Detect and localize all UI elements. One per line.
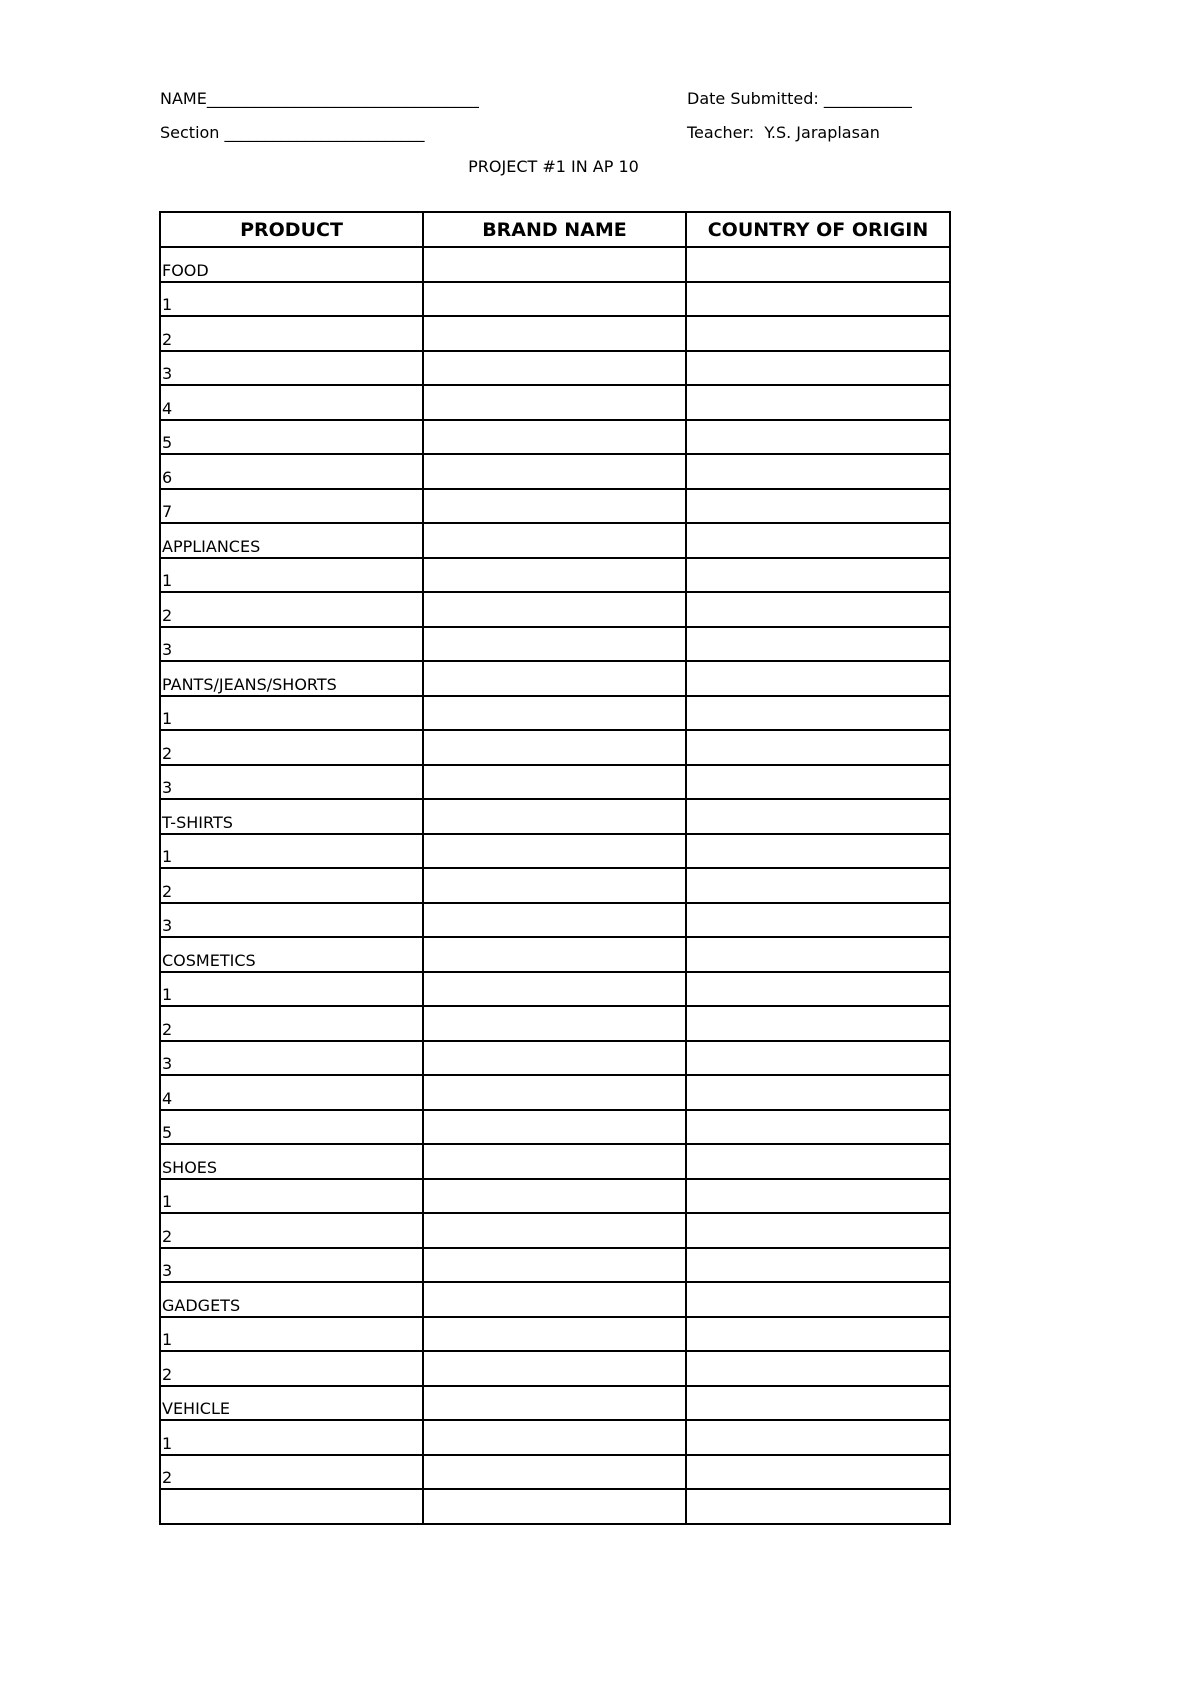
country-of-origin-cell [686, 696, 950, 731]
table-row [160, 696, 950, 731]
item-number: 1 [160, 972, 423, 1007]
country-of-origin-cell [686, 523, 950, 558]
brand-name-cell [423, 351, 686, 386]
table-row [160, 1110, 950, 1145]
table-row [160, 834, 950, 869]
category-row [160, 1386, 950, 1421]
category-label: PANTS/JEANS/SHORTS [160, 661, 423, 696]
item-number: 3 [160, 903, 423, 938]
category-label: FOOD [160, 247, 423, 282]
item-number: 3 [160, 351, 423, 386]
item-number: 3 [160, 627, 423, 662]
table-row [160, 1248, 950, 1283]
brand-name-cell [423, 1351, 686, 1386]
country-of-origin-cell [686, 420, 950, 455]
country-of-origin-cell [686, 1317, 950, 1352]
country-of-origin-cell [686, 1282, 950, 1317]
country-of-origin-cell [686, 282, 950, 317]
table-row [160, 1075, 950, 1110]
country-of-origin-cell [686, 558, 950, 593]
item-number: 1 [160, 834, 423, 869]
country-of-origin-cell [686, 903, 950, 938]
brand-name-cell [423, 799, 686, 834]
item-number: 3 [160, 765, 423, 800]
country-of-origin-cell [686, 1041, 950, 1076]
item-number: 1 [160, 1420, 423, 1455]
country-of-origin-cell [686, 868, 950, 903]
item-number: 3 [160, 1041, 423, 1076]
brand-name-cell [423, 1179, 686, 1214]
country-of-origin-cell [686, 730, 950, 765]
country-of-origin-cell [686, 592, 950, 627]
country-of-origin-cell [686, 972, 950, 1007]
table-row [160, 592, 950, 627]
category-label: VEHICLE [160, 1386, 423, 1421]
category-label: GADGETS [160, 1282, 423, 1317]
country-of-origin-cell [686, 765, 950, 800]
item-number: 1 [160, 1317, 423, 1352]
column-header-product: PRODUCT [160, 212, 423, 247]
country-of-origin-cell [686, 1248, 950, 1283]
brand-name-cell [423, 937, 686, 972]
project-title: PROJECT #1 IN AP 10 [468, 157, 639, 176]
country-of-origin-cell [686, 834, 950, 869]
brand-name-cell [423, 765, 686, 800]
country-of-origin-cell [686, 937, 950, 972]
item-number: 1 [160, 696, 423, 731]
table-row [160, 1213, 950, 1248]
category-label: SHOES [160, 1144, 423, 1179]
brand-name-cell [423, 1144, 686, 1179]
category-row [160, 247, 950, 282]
item-number: 1 [160, 558, 423, 593]
table-row [160, 868, 950, 903]
column-header-brand-name: BRAND NAME [423, 212, 686, 247]
item-number: 2 [160, 316, 423, 351]
brand-name-cell [423, 1489, 686, 1524]
item-number: 2 [160, 1351, 423, 1386]
country-of-origin-cell [686, 627, 950, 662]
table-row [160, 1006, 950, 1041]
item-number: 3 [160, 1248, 423, 1283]
table-row [160, 454, 950, 489]
brand-name-cell [423, 454, 686, 489]
table-row [160, 1179, 950, 1214]
category-row [160, 1282, 950, 1317]
country-of-origin-cell [686, 1006, 950, 1041]
category-row [160, 1144, 950, 1179]
brand-name-cell [423, 627, 686, 662]
country-of-origin-cell [686, 489, 950, 524]
table-row [160, 1351, 950, 1386]
table-row [160, 1041, 950, 1076]
brand-name-cell [423, 1248, 686, 1283]
table-row [160, 558, 950, 593]
brand-name-cell [423, 558, 686, 593]
category-row [160, 937, 950, 972]
table-row [160, 972, 950, 1007]
column-header-country-of-origin: COUNTRY OF ORIGIN [686, 212, 950, 247]
name-field-line: NAME__________________________________ [160, 89, 479, 108]
item-number: 2 [160, 868, 423, 903]
item-number: 4 [160, 1075, 423, 1110]
country-of-origin-cell [686, 1179, 950, 1214]
table-row [160, 1489, 950, 1524]
category-label: APPLIANCES [160, 523, 423, 558]
brand-name-cell [423, 1041, 686, 1076]
brand-name-cell [423, 1213, 686, 1248]
brand-name-cell [423, 282, 686, 317]
brand-name-cell [423, 730, 686, 765]
brand-name-cell [423, 1420, 686, 1455]
brand-name-cell [423, 834, 686, 869]
brand-name-cell [423, 247, 686, 282]
item-number: 7 [160, 489, 423, 524]
item-number [160, 1489, 423, 1524]
brand-name-cell [423, 1075, 686, 1110]
brand-name-cell [423, 1455, 686, 1490]
table-row [160, 765, 950, 800]
table-body [160, 247, 950, 1524]
table-row [160, 282, 950, 317]
item-number: 6 [160, 454, 423, 489]
country-of-origin-cell [686, 247, 950, 282]
category-row [160, 799, 950, 834]
table-row [160, 489, 950, 524]
country-of-origin-cell [686, 1144, 950, 1179]
country-of-origin-cell [686, 799, 950, 834]
section-field-line: Section _________________________ [160, 123, 425, 142]
project-table [159, 211, 951, 1525]
country-of-origin-cell [686, 1110, 950, 1145]
country-of-origin-cell [686, 1213, 950, 1248]
item-number: 1 [160, 282, 423, 317]
country-of-origin-cell [686, 1075, 950, 1110]
country-of-origin-cell [686, 1489, 950, 1524]
item-number: 2 [160, 1006, 423, 1041]
brand-name-cell [423, 1006, 686, 1041]
brand-name-cell [423, 903, 686, 938]
country-of-origin-cell [686, 1386, 950, 1421]
brand-name-cell [423, 385, 686, 420]
brand-name-cell [423, 972, 686, 1007]
table-row [160, 730, 950, 765]
country-of-origin-cell [686, 661, 950, 696]
item-number: 5 [160, 1110, 423, 1145]
category-label: T-SHIRTS [160, 799, 423, 834]
table-row [160, 316, 950, 351]
country-of-origin-cell [686, 351, 950, 386]
table-row [160, 385, 950, 420]
table-row [160, 1455, 950, 1490]
brand-name-cell [423, 1282, 686, 1317]
table-row [160, 627, 950, 662]
item-number: 2 [160, 1455, 423, 1490]
brand-name-cell [423, 661, 686, 696]
item-number: 2 [160, 730, 423, 765]
table-row [160, 351, 950, 386]
category-label: COSMETICS [160, 937, 423, 972]
country-of-origin-cell [686, 454, 950, 489]
brand-name-cell [423, 420, 686, 455]
table-row [160, 1317, 950, 1352]
brand-name-cell [423, 696, 686, 731]
teacher-line: Teacher: Y.S. Jaraplasan [687, 123, 880, 142]
brand-name-cell [423, 1110, 686, 1145]
date-submitted-field-line: Date Submitted: ___________ [687, 89, 912, 108]
brand-name-cell [423, 1386, 686, 1421]
brand-name-cell [423, 592, 686, 627]
country-of-origin-cell [686, 385, 950, 420]
table-header-row [160, 212, 950, 247]
brand-name-cell [423, 489, 686, 524]
category-row [160, 523, 950, 558]
table-row [160, 903, 950, 938]
item-number: 5 [160, 420, 423, 455]
country-of-origin-cell [686, 1420, 950, 1455]
brand-name-cell [423, 523, 686, 558]
item-number: 4 [160, 385, 423, 420]
category-row [160, 661, 950, 696]
country-of-origin-cell [686, 1351, 950, 1386]
item-number: 2 [160, 592, 423, 627]
table-row [160, 1420, 950, 1455]
country-of-origin-cell [686, 316, 950, 351]
brand-name-cell [423, 316, 686, 351]
table-row [160, 420, 950, 455]
item-number: 2 [160, 1213, 423, 1248]
brand-name-cell [423, 1317, 686, 1352]
item-number: 1 [160, 1179, 423, 1214]
brand-name-cell [423, 868, 686, 903]
country-of-origin-cell [686, 1455, 950, 1490]
